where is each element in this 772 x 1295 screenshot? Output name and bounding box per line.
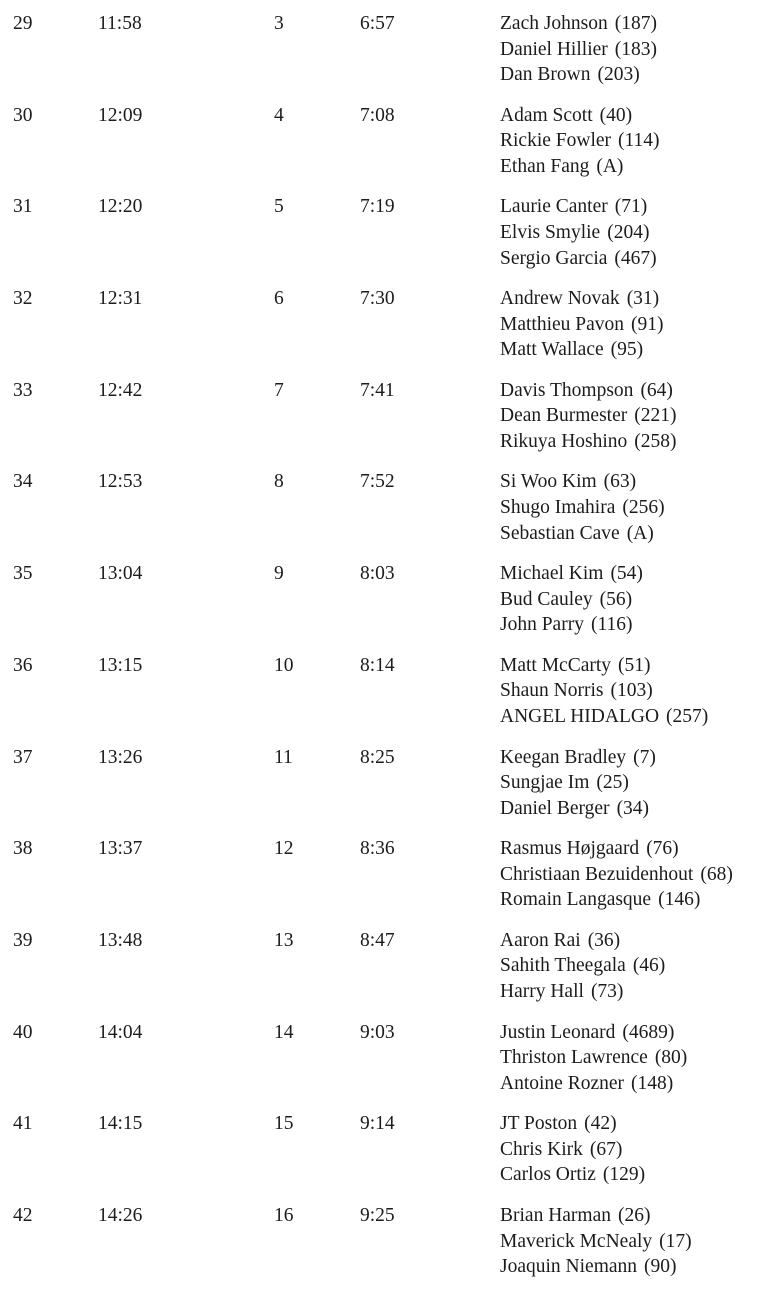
- player-world-rank: (146): [658, 889, 701, 911]
- player-list: [500, 561, 643, 638]
- player-entry: [500, 495, 665, 521]
- group-number: 41: [13, 1113, 33, 1135]
- group-number: 30: [13, 104, 33, 126]
- player-name: Brian Harman: [500, 1204, 612, 1226]
- player-entry: [500, 1254, 692, 1280]
- player-world-rank: (42): [584, 1113, 617, 1135]
- tee-group-row: [0, 378, 772, 470]
- player-entry: [500, 979, 665, 1005]
- player-world-rank: (7): [633, 746, 656, 768]
- tee-time: 13:37: [98, 838, 143, 860]
- player-name: Ethan Fang: [500, 155, 590, 177]
- player-entry: [500, 704, 708, 730]
- player-entry: [500, 37, 657, 63]
- tee-group-row: [0, 469, 772, 561]
- player-world-rank: (63): [603, 471, 637, 493]
- tee-time: 14:26: [98, 1204, 143, 1226]
- tee-group-row: [0, 1203, 772, 1295]
- player-entry: [500, 220, 657, 246]
- player-entry: [500, 11, 657, 37]
- player-entry: [500, 1203, 692, 1229]
- player-world-rank: (103): [610, 680, 653, 702]
- player-world-rank: (76): [646, 838, 679, 860]
- player-world-rank: (204): [607, 221, 650, 243]
- player-entry: [500, 246, 657, 272]
- player-world-rank: (17): [659, 1230, 692, 1252]
- player-name: Daniel Hillier: [500, 38, 608, 60]
- tee-group-row: [0, 928, 772, 1020]
- player-name: Shugo Imahira: [500, 497, 616, 519]
- player-entry: [500, 521, 665, 547]
- player-world-rank: (34): [616, 797, 650, 819]
- player-entry: [500, 862, 733, 888]
- player-world-rank: (67): [589, 1138, 623, 1160]
- player-entry: [500, 887, 733, 913]
- group-number: 32: [13, 288, 33, 310]
- player-list: [500, 653, 708, 730]
- player-world-rank: (183): [614, 38, 658, 60]
- player-world-rank: (36): [587, 929, 621, 951]
- local-tee-time: 7:41: [360, 379, 395, 401]
- player-world-rank: (25): [596, 772, 629, 794]
- player-entry: [500, 561, 643, 587]
- player-name: Romain Langasque: [500, 889, 652, 911]
- player-name: Zach Johnson: [500, 13, 608, 34]
- player-list: [500, 103, 660, 180]
- player-name: Adam Scott: [500, 104, 593, 126]
- player-name: John Parry: [500, 614, 584, 636]
- player-list: [500, 11, 657, 88]
- player-world-rank: (51): [618, 654, 651, 676]
- starting-hole: 13: [274, 929, 294, 951]
- starting-hole: 6: [274, 288, 284, 310]
- tee-time: 13:48: [98, 929, 143, 951]
- player-list: [500, 1111, 645, 1188]
- tee-time: 11:58: [98, 13, 142, 34]
- tee-time: 12:42: [98, 379, 143, 401]
- tee-time: 14:04: [98, 1021, 143, 1043]
- tee-time: 14:15: [98, 1113, 143, 1135]
- tee-group-row: [0, 1020, 772, 1112]
- player-name: Rikuya Hoshino: [500, 430, 628, 452]
- player-entry: [500, 103, 660, 129]
- player-list: [500, 286, 664, 363]
- player-entry: [500, 1162, 645, 1188]
- local-tee-time: 9:25: [360, 1204, 395, 1226]
- tee-group-row: [0, 194, 772, 286]
- player-entry: [500, 194, 657, 220]
- player-entry: [500, 836, 733, 862]
- group-number: 37: [13, 746, 33, 768]
- local-tee-time: 6:57: [360, 13, 395, 34]
- player-entry: [500, 1229, 692, 1255]
- player-name: Si Woo Kim: [500, 471, 597, 493]
- player-name: Christiaan Bezuidenhout: [500, 863, 694, 885]
- tee-time: 12:20: [98, 196, 143, 218]
- player-list: [500, 1020, 687, 1097]
- player-world-rank: (257): [666, 706, 709, 727]
- local-tee-time: 7:30: [360, 288, 395, 310]
- player-world-rank: (91): [631, 313, 664, 335]
- player-entry: [500, 587, 643, 613]
- player-entry: [500, 796, 656, 822]
- group-number: 40: [13, 1021, 33, 1043]
- player-world-rank: (26): [618, 1204, 651, 1226]
- player-name: Sungjae Im: [500, 772, 590, 794]
- player-name: Dan Brown: [500, 64, 591, 86]
- player-world-rank: (221): [634, 405, 677, 427]
- local-tee-time: 8:14: [360, 654, 395, 676]
- starting-hole: 10: [274, 654, 294, 676]
- player-entry: [500, 154, 660, 180]
- player-name: Antoine Rozner: [500, 1072, 625, 1094]
- tee-group-row: [0, 103, 772, 195]
- local-tee-time: 7:19: [360, 196, 395, 218]
- player-list: [500, 836, 733, 913]
- player-name: Joaquin Niemann: [500, 1256, 638, 1278]
- player-world-rank: (68): [700, 863, 733, 885]
- tee-time: 13:04: [98, 563, 143, 585]
- starting-hole: 8: [274, 471, 284, 493]
- local-tee-time: 9:03: [360, 1021, 395, 1043]
- player-world-rank: (95): [610, 339, 644, 361]
- starting-hole: 4: [274, 104, 284, 126]
- player-entry: [500, 469, 665, 495]
- player-entry: [500, 378, 677, 404]
- tee-time: 13:15: [98, 654, 143, 676]
- player-name: Dean Burmester: [500, 405, 628, 427]
- player-entry: [500, 1020, 687, 1046]
- player-name: JT Poston: [500, 1113, 578, 1135]
- player-entry: [500, 678, 708, 704]
- player-world-rank: (31): [626, 288, 660, 310]
- tee-time: 12:09: [98, 104, 143, 126]
- player-list: [500, 378, 677, 455]
- player-list: [500, 194, 657, 271]
- tee-time: 13:26: [98, 746, 143, 768]
- tee-group-row: [0, 836, 772, 928]
- player-name: Rasmus Højgaard: [500, 838, 640, 860]
- player-world-rank: (56): [599, 588, 633, 610]
- local-tee-time: 8:36: [360, 838, 395, 860]
- player-world-rank: (258): [634, 430, 677, 452]
- starting-hole: 5: [274, 196, 284, 218]
- player-name: ANGEL HIDALGO: [500, 706, 660, 727]
- tee-times-table: [0, 11, 772, 1295]
- player-world-rank: (114): [618, 130, 660, 152]
- player-entry: [500, 1071, 687, 1097]
- player-name: Davis Thompson: [500, 379, 634, 401]
- player-list: [500, 745, 656, 822]
- starting-hole: 12: [274, 838, 294, 860]
- player-name: Elvis Smylie: [500, 221, 601, 243]
- player-entry: [500, 653, 708, 679]
- player-name: Carlos Ortiz: [500, 1164, 596, 1186]
- tee-time: 12:53: [98, 471, 143, 493]
- player-world-rank: (4689): [622, 1021, 675, 1043]
- player-name: Shaun Norris: [500, 680, 604, 702]
- group-number: 36: [13, 654, 33, 676]
- player-world-rank: (256): [622, 497, 665, 519]
- player-name: Laurie Canter: [500, 196, 608, 218]
- player-world-rank: (80): [654, 1047, 688, 1069]
- player-entry: [500, 1111, 645, 1137]
- starting-hole: 9: [274, 563, 284, 585]
- player-world-rank: (A): [596, 155, 624, 177]
- group-number: 34: [13, 471, 33, 493]
- starting-hole: 3: [274, 13, 284, 34]
- starting-hole: 16: [274, 1204, 294, 1226]
- player-world-rank: (54): [610, 563, 643, 585]
- player-entry: [500, 312, 664, 338]
- player-name: Bud Cauley: [500, 588, 593, 610]
- player-world-rank: (40): [599, 104, 633, 126]
- group-number: 31: [13, 196, 33, 218]
- player-name: Harry Hall: [500, 981, 584, 1003]
- starting-hole: 7: [274, 379, 284, 401]
- local-tee-time: 8:47: [360, 929, 395, 951]
- player-list: [500, 928, 665, 1005]
- player-name: Andrew Novak: [500, 288, 620, 310]
- player-name: Aaron Rai: [500, 929, 581, 951]
- player-entry: [500, 128, 660, 154]
- player-entry: [500, 928, 665, 954]
- player-entry: [500, 745, 656, 771]
- player-world-rank: (187): [614, 13, 658, 34]
- local-tee-time: 8:25: [360, 746, 395, 768]
- player-world-rank: (203): [597, 64, 640, 86]
- player-entry: [500, 286, 664, 312]
- player-name: Chris Kirk: [500, 1138, 583, 1160]
- group-number: 29: [13, 13, 33, 34]
- tee-group-row: [0, 11, 772, 103]
- tee-time: 12:31: [98, 288, 143, 310]
- player-list: [500, 469, 665, 546]
- player-entry: [500, 953, 665, 979]
- player-entry: [500, 1045, 687, 1071]
- player-name: Justin Leonard: [500, 1021, 616, 1043]
- tee-group-row: [0, 745, 772, 837]
- group-number: 38: [13, 838, 33, 860]
- player-world-rank: (129): [602, 1164, 646, 1186]
- player-world-rank: (73): [590, 981, 624, 1003]
- group-number: 39: [13, 929, 33, 951]
- player-name: Sergio Garcia: [500, 247, 608, 269]
- player-entry: [500, 770, 656, 796]
- player-world-rank: (90): [644, 1256, 677, 1278]
- group-number: 33: [13, 379, 33, 401]
- player-name: Maverick McNealy: [500, 1230, 653, 1252]
- player-entry: [500, 62, 657, 88]
- player-list: [500, 1203, 692, 1280]
- player-world-rank: (116): [590, 614, 633, 636]
- local-tee-time: 8:03: [360, 563, 395, 585]
- group-number: 35: [13, 563, 33, 585]
- player-world-rank: (467): [614, 247, 657, 269]
- player-name: Sahith Theegala: [500, 955, 626, 977]
- local-tee-time: 9:14: [360, 1113, 395, 1135]
- player-world-rank: (148): [631, 1072, 674, 1094]
- player-world-rank: (71): [614, 196, 648, 218]
- player-entry: [500, 612, 643, 638]
- tee-group-row: [0, 1111, 772, 1203]
- starting-hole: 11: [274, 746, 293, 768]
- local-tee-time: 7:52: [360, 471, 395, 493]
- player-entry: [500, 1137, 645, 1163]
- player-world-rank: (46): [632, 955, 666, 977]
- player-name: Matthieu Pavon: [500, 313, 625, 335]
- starting-hole: 14: [274, 1021, 294, 1043]
- player-world-rank: (64): [640, 379, 673, 401]
- player-name: Keegan Bradley: [500, 746, 627, 768]
- player-name: Matt Wallace: [500, 339, 604, 361]
- local-tee-time: 7:08: [360, 104, 395, 126]
- player-entry: [500, 403, 677, 429]
- tee-group-row: [0, 653, 772, 745]
- tee-group-row: [0, 286, 772, 378]
- tee-group-row: [0, 561, 772, 653]
- player-name: Matt McCarty: [500, 654, 612, 676]
- player-name: Rickie Fowler: [500, 130, 612, 152]
- player-name: Thriston Lawrence: [500, 1047, 648, 1069]
- player-name: Michael Kim: [500, 563, 604, 585]
- player-entry: [500, 429, 677, 455]
- starting-hole: 15: [274, 1113, 294, 1135]
- player-entry: [500, 337, 664, 363]
- player-world-rank: (A): [626, 522, 654, 544]
- player-name: Daniel Berger: [500, 797, 610, 819]
- group-number: 42: [13, 1204, 33, 1226]
- player-name: Sebastian Cave: [500, 522, 620, 544]
